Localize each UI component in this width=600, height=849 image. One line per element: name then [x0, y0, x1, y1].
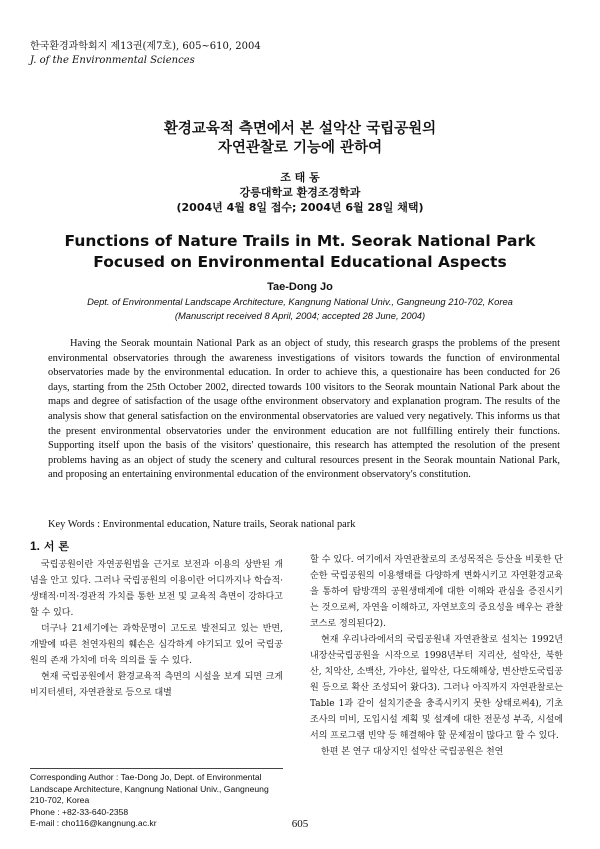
body-paragraph: 더구나 21세기에는 과학문명이 고도로 발전되고 있는 반면, 개발에 따른 천연자원의 훼손은 심각하게 야기되고 있어 국립공원의 존재 가치에 더욱 의의를 둘 수 있다. — [30, 624, 283, 666]
english-author-affiliation: Dept. of Environmental Landscape Architecture, Kangnung National Univ., Gangneung 210-702, Korea — [87, 295, 513, 307]
english-title-line-2: Focused on Environmental Educational Aspects — [93, 253, 507, 271]
korean-received-dates: (2004년 4월 8일 접수; 2004년 6월 28일 채택) — [176, 201, 424, 214]
journal-name-english: J. of the Environmental Sciences — [30, 55, 195, 66]
abstract: Having the Seorak mountain National Park as an object of study, this research grasps the problems of the present environmental observatories through the awareness investigations of visitors towards the function of environmental observatories made by the environmental education. In order to achieve this, a questionaire has been conducted for 26 days, starting from the 25th October 2002, directed towards 100 visitors to the Seorak mountain National Park about the maps and degree of satisfaction of the usage ofthe environment observatory and explanation program. The results of the analysis show that general satisfaction on the environmental observatories are valued very negatively. This informs us that the present environmental observatories under the environment education are not fullfilling entirely their functions. Supporting itself upon the basis of the visitors' questionaire, this research has attempted the resolution of the present problems having as an object of study the scenery and cultural resources present in the Seorak mountain National Park, and proposing an entertaining environmental education of the environment observatory's constitution. — [48, 338, 560, 481]
footnote-email[interactable]: E-mail : cho116@kangnung.ac.kr — [30, 818, 157, 828]
right-column — [310, 552, 563, 760]
english-author-block — [0, 280, 600, 324]
footnote-line-2: Landscape Architecture, Kangnung National Univ., Gangneung — [30, 783, 269, 794]
section-heading — [30, 538, 283, 555]
body-paragraph: 할 수 있다. 여기에서 자연관찰로의 조성목적은 등산을 비롯한 단순한 국립공원의 이용행태를 다양하게 변화시키고 자연환경교육을 통하여 탐방객의 공원생태계에 대한 이해와 관심을 증진시키는 것으로써, 자연을 이해하고, 자연보호의 중요성을 배우는 관찰코스로 정의된다2). — [310, 555, 563, 629]
english-title — [0, 231, 600, 273]
korean-title-line-2: 자연관찰로 기능에 관하여 — [217, 140, 383, 156]
korean-title — [0, 120, 600, 158]
footnote-line-3: 210-702, Korea — [30, 795, 90, 805]
body-paragraph: 현재 국립공원에서 환경교육적 측면의 시설을 보게 되면 크게 비지터센터, 자연관찰로 등으로 대별 — [30, 672, 283, 698]
footnote-divider — [30, 768, 283, 769]
english-title-line-1: Functions of Nature Trails in Mt. Seorak National Park — [64, 232, 536, 250]
korean-title-line-1: 환경교육적 측면에서 본 설악산 국립공원의 — [163, 121, 437, 137]
section-title: 서 론 — [43, 540, 69, 553]
korean-author-name: 조 태 동 — [280, 171, 320, 184]
left-column — [30, 538, 283, 701]
body-paragraph: 한편 본 연구 대상지인 설악산 국립공원은 천연 — [321, 747, 504, 757]
english-author-name: Tae-Dong Jo — [267, 281, 333, 293]
english-received-dates: (Manuscript received 8 April, 2004; accepted 28 June, 2004) — [174, 310, 426, 321]
body-paragraph: 국립공원이란 자연공원법을 근거로 보전과 이용의 상반된 개념을 안고 있다. 그러나 국립공원의 이용이란 어디까지나 학습적·생태적·미적·경관적 가치를 통한 보전 및 교육적 측면이 강하다고 할 수 있다. — [30, 560, 283, 618]
journal-header — [30, 40, 261, 68]
korean-author-affiliation: 강릉대학교 환경조경학과 — [239, 186, 361, 199]
body-paragraph: 현재 우리나라에서의 국립공원내 자연관찰로 설치는 1992년 내장산국립공원을 시작으로 1998년부터 지리산, 설악산, 북한산, 치악산, 소백산, 가야산, 월악산, 다도해해상, 변산반도국립공원 등으로 확산 조성되어 왔다3). 그러나 아직까지 자연관찰로는 Table 1과 같이 설치기준을 충족시키지 못한 상태로써4), 기초조사의 미비, 도입시설 계획 및 설계에 대한 전문성 부족, 시설에서의 프로그램 빈약 등 해결해야 할 문제점이 많다고 할 수 있다. — [310, 635, 563, 741]
keywords: Key Words : Environmental education, Nature trails, Seorak national park — [48, 519, 356, 530]
footnote-line-1: Corresponding Author : Tae-Dong Jo, Dept. of Environmental — [30, 772, 262, 782]
journal-citation-korean: 한국환경과학회지 제13권(제7호), 605~610, 2004 — [30, 41, 261, 52]
page-number: 605 — [291, 818, 309, 830]
section-number: 1. — [30, 539, 41, 553]
footnote-phone: Phone : +82-33-640-2358 — [30, 806, 129, 817]
korean-author-block — [0, 170, 600, 215]
